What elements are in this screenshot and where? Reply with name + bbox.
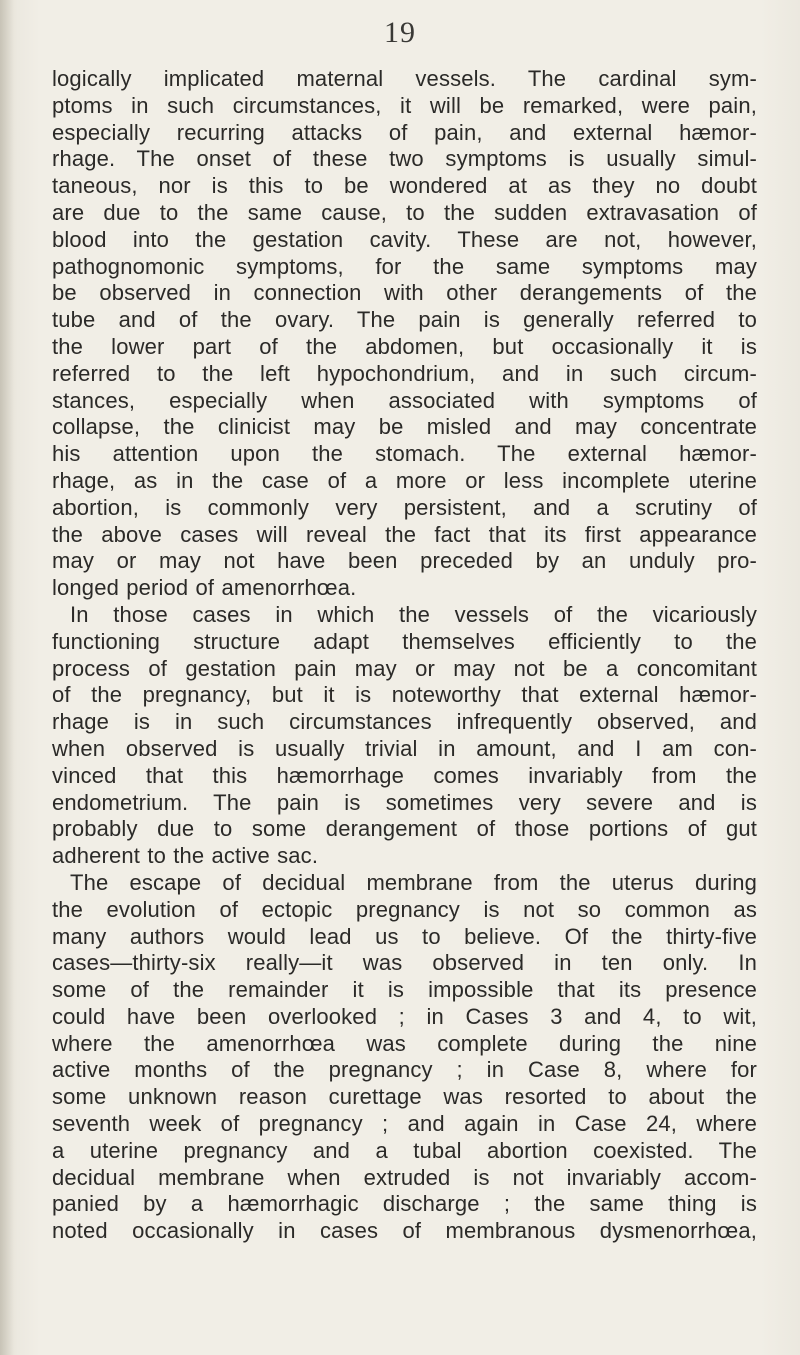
page-gutter-shadow [0,0,14,1355]
text-line: cases—thirty-six really—it was observed in ten only. In [52,950,757,976]
text-line: probably due to some derangement of those portions of gut [52,816,757,842]
text-line: active months of the pregnancy ; in Case 8, where for [52,1057,757,1083]
text-line: vinced that this hæmorrhage comes invariably from the [52,762,757,788]
page-number: 19 [384,16,416,49]
text-line: especially recurring attacks of pain, and external hæmor- [52,119,757,145]
text-line: functioning structure adapt themselves efficiently to the [52,628,757,654]
text-line: process of gestation pain may or may not be a concomitant [52,655,757,681]
text-line: abortion, is commonly very persistent, and a scrutiny of [52,494,757,520]
text-line: where the amenorrhœa was complete during the nine [52,1030,757,1056]
text-line: referred to the left hypochondrium, and in such circum- [52,360,757,386]
text-line: seventh week of pregnancy ; and again in Case 24, where [52,1111,757,1137]
text-line: are due to the same cause, to the sudden extravasation of [52,199,757,225]
text-line: In those cases in which the vessels of the vicariously [70,601,757,627]
text-line: endometrium. The pain is sometimes very severe and is [52,789,757,815]
text-line: a uterine pregnancy and a tubal abortion coexisted. The [52,1137,757,1163]
text-line: blood into the gestation cavity. These are not, however, [52,226,757,252]
text-line: his attention upon the stomach. The external hæmor- [52,441,757,467]
text-line: rhage is in such circumstances infrequently observed, and [52,709,757,735]
text-line: the lower part of the abdomen, but occasionally it is [52,333,757,359]
text-line: adherent to the active sac. [52,843,319,869]
text-line: tube and of the ovary. The pain is generally referred to [52,307,757,333]
text-line: many authors would lead us to believe. Of the thirty-five [52,923,757,949]
text-line: may or may not have been preceded by an unduly pro- [52,548,757,574]
text-line: panied by a hæmorrhagic discharge ; the same thing is [52,1191,757,1217]
text-line: taneous, nor is this to be wondered at as they no doubt [52,173,757,199]
text-line: The escape of decidual membrane from the uterus during [70,869,757,895]
text-line: of the pregnancy, but it is noteworthy that external hæmor- [52,682,757,708]
text-line: pathognomonic symptoms, for the same symptoms may [52,253,757,279]
body-text [52,66,757,1245]
text-line: the above cases will reveal the fact that its first appearance [52,521,757,547]
text-line: rhage. The onset of these two symptoms is usually simul- [52,146,757,172]
text-line: noted occasionally in cases of membranous dysmenorrhœa, [52,1218,757,1244]
text-line: collapse, the clinicist may be misled and may concentrate [52,414,757,440]
text-line: logically implicated maternal vessels. The cardinal sym- [52,66,757,91]
text-line: decidual membrane when extruded is not invariably accom- [52,1164,757,1190]
text-line: when observed is usually trivial in amount, and I am con- [52,735,757,761]
text-line: rhage, as in the case of a more or less incomplete uterine [52,467,757,493]
text-line: longed period of amenorrhœa. [52,575,357,601]
text-line: ptoms in such circumstances, it will be remarked, were pain, [52,92,757,118]
text-line: some unknown reason curettage was resorted to about the [52,1084,757,1110]
text-line: the evolution of ectopic pregnancy is not so common as [52,896,757,922]
text-line: some of the remainder it is impossible that its presence [52,977,757,1003]
text-line: be observed in connection with other derangements of the [52,280,757,306]
text-line: could have been overlooked ; in Cases 3 and 4, to wit, [52,1003,757,1029]
text-line: stances, especially when associated with symptoms of [52,387,757,413]
